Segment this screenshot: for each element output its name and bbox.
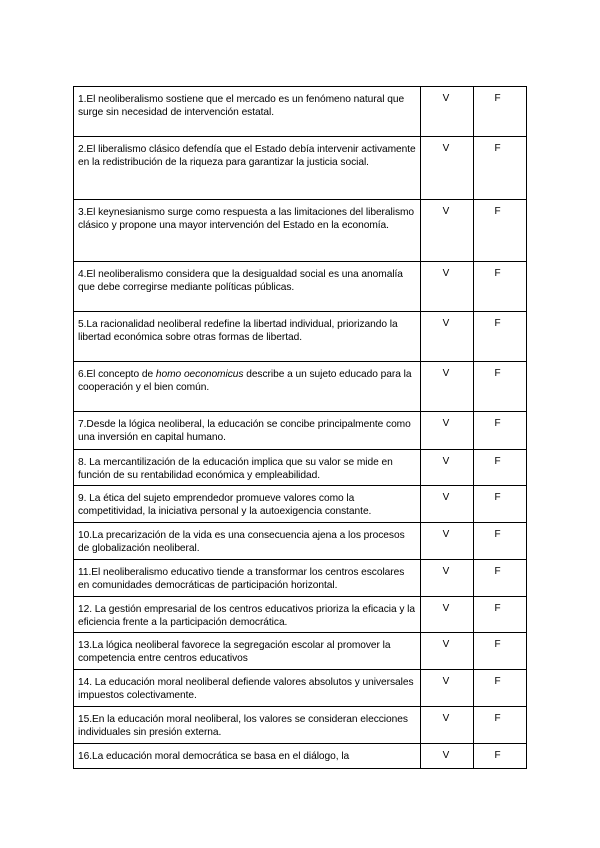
question-text: 4.El neoliberalismo considera que la desigualdad social es una anomalía que debe corregirse mediante políticas públicas. (74, 262, 421, 312)
question-text: 11.El neoliberalismo educativo tiende a transformar los centros escolares en comunidades democráticas de participación horizontal. (74, 560, 421, 597)
false-cell[interactable] (474, 633, 527, 670)
true-option[interactable]: V (442, 639, 450, 650)
question-text: 10.La precarización de la vida es una consecuencia ajena a los procesos de globalización neoliberal. (74, 523, 421, 560)
false-cell[interactable] (474, 87, 527, 137)
true-option[interactable]: V (442, 418, 450, 429)
question-row-9 (74, 486, 527, 523)
false-cell[interactable] (474, 450, 527, 486)
false-cell[interactable] (474, 597, 527, 633)
question-text: 3.El keynesianismo surge como respuesta a las limitaciones del liberalismo clásico y propone una mayor intervención del Estado en la economía. (74, 200, 421, 262)
true-option[interactable]: V (442, 676, 450, 687)
true-cell[interactable] (421, 486, 474, 523)
false-cell[interactable] (474, 523, 527, 560)
true-false-table (73, 86, 527, 769)
question-row-13 (74, 633, 527, 670)
true-cell[interactable] (421, 670, 474, 707)
true-cell[interactable] (421, 523, 474, 560)
true-false-sheet (73, 86, 526, 769)
true-cell[interactable] (421, 312, 474, 362)
false-cell[interactable] (474, 200, 527, 262)
question-text: 16.La educación moral democrática se basa en el diálogo, la (74, 744, 421, 769)
false-option[interactable]: F (494, 603, 501, 614)
question-text: 1.El neoliberalismo sostiene que el mercado es un fenómeno natural que surge sin necesidad de intervención estatal. (74, 87, 421, 137)
true-option[interactable]: V (442, 603, 450, 614)
true-option[interactable]: V (442, 456, 450, 467)
question-text: 14. La educación moral neoliberal defiende valores absolutos y universales impuestos colectivamente. (74, 670, 421, 707)
true-cell[interactable] (421, 633, 474, 670)
false-option[interactable]: F (494, 368, 501, 379)
false-option[interactable]: F (494, 676, 501, 687)
false-cell[interactable] (474, 707, 527, 744)
question-text-end: describe a un sujeto educado para la cooperación y el bien común. (78, 369, 412, 393)
question-row-12 (74, 597, 527, 633)
question-row-1 (74, 87, 527, 137)
question-text: 15.En la educación moral neoliberal, los valores se consideran elecciones individuales sin presión externa. (74, 707, 421, 744)
true-cell[interactable] (421, 560, 474, 597)
question-row-15 (74, 707, 527, 744)
true-option[interactable]: V (442, 206, 450, 217)
true-option[interactable]: V (442, 368, 450, 379)
true-cell[interactable] (421, 137, 474, 200)
false-option[interactable]: F (494, 268, 501, 279)
false-cell[interactable] (474, 362, 527, 412)
false-option[interactable]: F (494, 418, 501, 429)
false-cell[interactable] (474, 670, 527, 707)
true-cell[interactable] (421, 412, 474, 450)
false-option[interactable]: F (494, 566, 501, 577)
question-row-10 (74, 523, 527, 560)
question-text: 8. La mercantilización de la educación implica que su valor se mide en función de su rentabilidad económica y empleabilidad. (74, 450, 421, 486)
question-row-8 (74, 450, 527, 486)
false-option[interactable]: F (494, 492, 501, 503)
question-row-6 (74, 362, 527, 412)
question-text: 9. La ética del sujeto emprendedor promueve valores como la competitividad, la iniciativa personal y la autoexigencia constante. (74, 486, 421, 523)
false-cell[interactable] (474, 744, 527, 769)
true-cell[interactable] (421, 262, 474, 312)
true-option[interactable]: V (442, 268, 450, 279)
question-row-2 (74, 137, 527, 200)
false-option[interactable]: F (494, 750, 501, 761)
true-cell[interactable] (421, 744, 474, 769)
question-text: 12. La gestión empresarial de los centros educativos prioriza la eficacia y la eficiencia frente a la participación democrática. (74, 597, 421, 633)
question-text (74, 362, 421, 412)
false-option[interactable]: F (494, 318, 501, 329)
true-option[interactable]: V (442, 750, 450, 761)
false-option[interactable]: F (494, 93, 501, 104)
true-option[interactable]: V (442, 713, 450, 724)
false-option[interactable]: F (494, 529, 501, 540)
false-option[interactable]: F (494, 639, 501, 650)
question-row-4 (74, 262, 527, 312)
true-option[interactable]: V (442, 566, 450, 577)
true-cell[interactable] (421, 362, 474, 412)
true-cell[interactable] (421, 200, 474, 262)
question-row-14 (74, 670, 527, 707)
false-cell[interactable] (474, 137, 527, 200)
question-row-5 (74, 312, 527, 362)
false-cell[interactable] (474, 412, 527, 450)
false-option[interactable]: F (494, 456, 501, 467)
false-cell[interactable] (474, 312, 527, 362)
true-option[interactable]: V (442, 492, 450, 503)
true-cell[interactable] (421, 707, 474, 744)
true-option[interactable]: V (442, 93, 450, 104)
question-row-3 (74, 200, 527, 262)
true-cell[interactable] (421, 597, 474, 633)
false-cell[interactable] (474, 560, 527, 597)
question-text: 7.Desde la lógica neoliberal, la educación se concibe principalmente como una inversión en capital humano. (74, 412, 421, 450)
question-row-7 (74, 412, 527, 450)
false-option[interactable]: F (494, 713, 501, 724)
question-text: 5.La racionalidad neoliberal redefine la libertad individual, priorizando la libertad económica sobre otras formas de libertad. (74, 312, 421, 362)
true-option[interactable]: V (442, 529, 450, 540)
question-text-start: 6.El concepto de (78, 369, 156, 380)
true-cell[interactable] (421, 87, 474, 137)
question-row-11 (74, 560, 527, 597)
true-option[interactable]: V (442, 318, 450, 329)
question-text: 2.El liberalismo clásico defendía que el Estado debía intervenir activamente en la redistribución de la riqueza para garantizar la justicia social. (74, 137, 421, 200)
false-option[interactable]: F (494, 206, 501, 217)
false-cell[interactable] (474, 262, 527, 312)
true-cell[interactable] (421, 450, 474, 486)
false-cell[interactable] (474, 486, 527, 523)
false-option[interactable]: F (494, 143, 501, 154)
question-row-16 (74, 744, 527, 769)
question-text: 13.La lógica neoliberal favorece la segregación escolar al promover la competencia entre centros educativos (74, 633, 421, 670)
true-option[interactable]: V (442, 143, 450, 154)
question-text-emphasis: homo oeconomicus (155, 369, 244, 380)
